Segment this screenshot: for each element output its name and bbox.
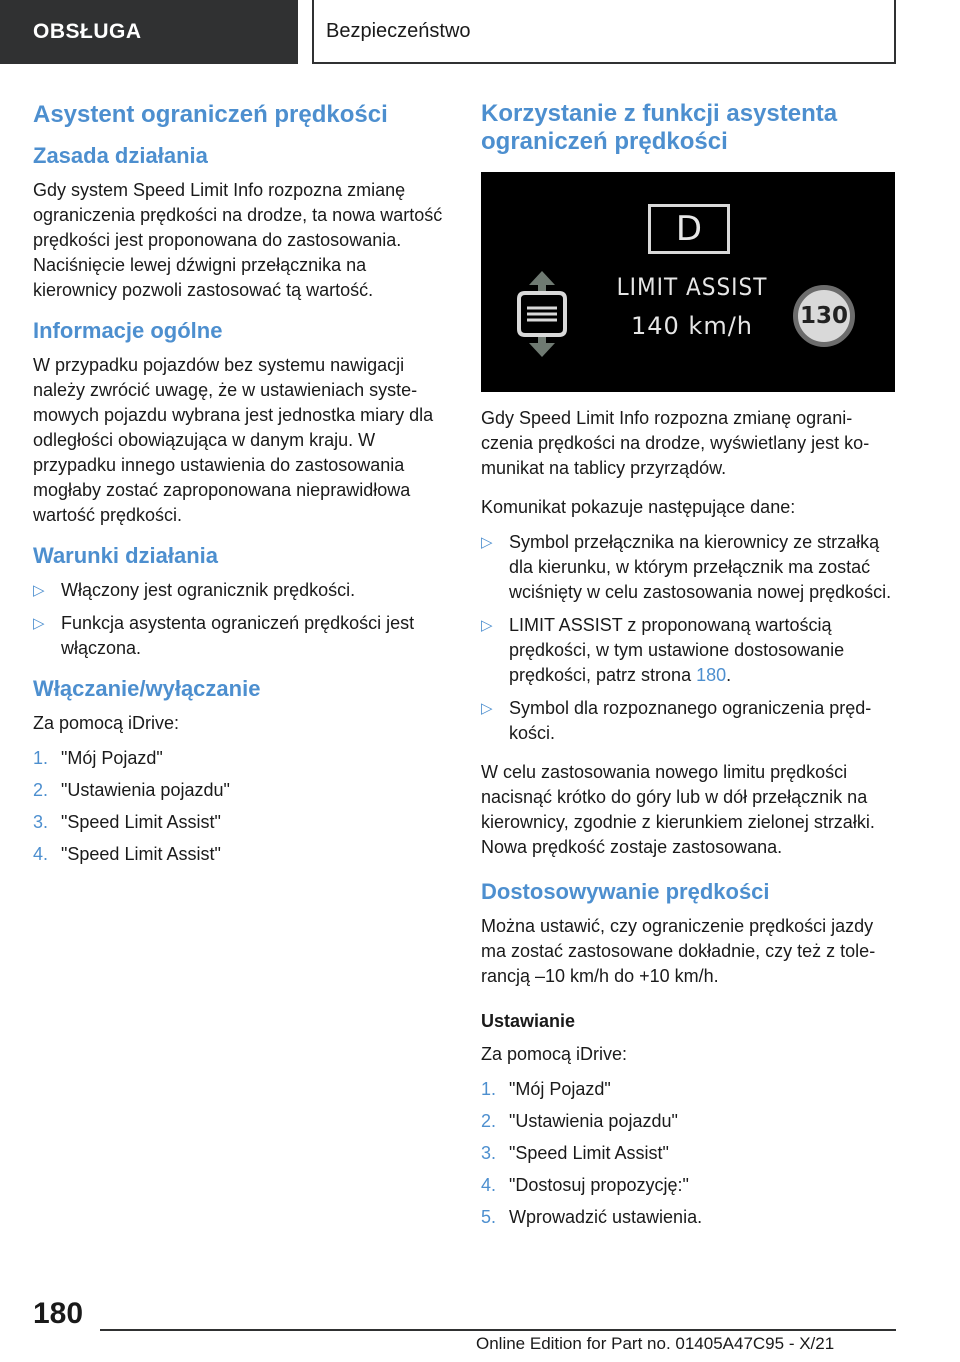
step-number: 4. <box>481 1175 497 1195</box>
chapter-label: OBSŁUGA <box>33 20 142 43</box>
section-adjust-speed <box>481 878 893 1230</box>
list-item <box>33 578 445 603</box>
heading-usage: Korzystanie z funkcji asystenta ograniczeń prędkości <box>481 100 838 155</box>
section-principle <box>33 142 445 303</box>
step-text: "Speed Limit Assist" <box>509 1143 669 1163</box>
page-reference-link[interactable]: 180 <box>696 665 727 685</box>
text-apply-limit: W celu zastosowania nowego limitu prędkości nacisnąć krótko do góry lub w dół przełącznik na kierownicy, zgodnie z kierunkiem zielonej strzałki. Nowa prędkość zostaje zastosowana. <box>481 762 875 857</box>
step-text: "Ustawienia pojazdu" <box>61 780 230 800</box>
list-item-text: LIMIT ASSIST z proponowaną wartością prędkości, w tym ustawione dostosowanie prędkości, patrz strona <box>509 615 845 685</box>
footer-divider <box>100 1329 896 1331</box>
text-display-info: Gdy Speed Limit Info rozpozna zmianę ograniczenia prędkości na drodze, wyświetlany jest komunikat na tablicy przyrządów. <box>481 408 870 478</box>
gear-label: D <box>675 209 703 249</box>
step-text: "Speed Limit Assist" <box>61 844 221 864</box>
list-item <box>481 530 893 605</box>
section-tab <box>312 0 896 64</box>
subheading-settings: Ustawianie <box>481 1011 576 1031</box>
text-general-info: W przypadku pojazdów bez systemu nawigacji należy zwrócić uwagę, że w ustawieniach systemowych pojazdu wybrana jest jednostka miary dla odległości obowiązująca w danym kraju. W przypadku innego ustawienia do zastosowania mogłaby zostać zaproponowana nieprawidłowa wartość prędkości. <box>33 355 434 525</box>
text-message-shows: Komunikat pokazuje następujące dane: <box>481 497 796 517</box>
step-item <box>481 1141 893 1166</box>
heading-general-info: Informacje ogólne <box>33 318 223 343</box>
triangle-bullet-icon: ▷ <box>33 615 45 632</box>
section-on-off <box>33 675 445 867</box>
step-item <box>481 1109 893 1134</box>
step-item <box>33 778 445 803</box>
step-item <box>33 810 445 835</box>
step-number: 1. <box>33 748 49 768</box>
settings-steps <box>481 1077 893 1230</box>
step-number: 3. <box>33 812 49 832</box>
triangle-bullet-icon: ▷ <box>33 582 45 599</box>
text-adjust-speed: Można ustawić, czy ograniczenie prędkości jazdy ma zostać zastosowane dokładnie, czy też z tolerancją –10 km/h do +10 km/h. <box>481 916 876 986</box>
speed-limit-value: 130 <box>799 303 848 329</box>
steering-switch-icon <box>513 269 571 359</box>
heading-on-off: Włączanie/wyłączanie <box>33 676 261 701</box>
list-item-text: Funkcja asystenta ograniczeń prędkości jest włączona. <box>61 613 415 658</box>
on-off-steps <box>33 746 445 867</box>
list-item-text: Symbol dla rozpoznanego ograniczenia prędkości. <box>509 698 872 743</box>
message-data-list <box>481 530 893 746</box>
list-item <box>33 611 445 661</box>
step-item <box>33 746 445 771</box>
edition-note: Online Edition for Part no. 01405A47C95 - X/21 <box>476 1334 835 1353</box>
triangle-bullet-icon: ▷ <box>481 700 493 717</box>
left-column <box>33 100 445 881</box>
step-text: Wprowadzić ustawienia. <box>509 1207 703 1227</box>
section-general-info <box>33 317 445 528</box>
conditions-list <box>33 578 445 661</box>
heading-conditions: Warunki działania <box>33 543 219 568</box>
list-item-text: Symbol przełącznika na kierownicy ze strzałką dla kierunku, w którym przełącznik ma zostać wciśnięty w celu zastosowania nowej prędkości. <box>509 532 892 602</box>
speed-limit-sign-icon <box>793 285 855 347</box>
list-item <box>481 696 893 746</box>
page-title: Asystent ograniczeń prędkości <box>33 101 388 128</box>
step-number: 1. <box>481 1079 497 1099</box>
text-idrive-intro: Za pomocą iDrive: <box>481 1044 628 1064</box>
step-text: "Mój Pojazd" <box>509 1079 611 1099</box>
step-text: "Dostosuj propozycję:" <box>509 1175 689 1195</box>
step-item <box>481 1173 893 1198</box>
step-number: 4. <box>33 844 49 864</box>
step-number: 3. <box>481 1143 497 1163</box>
list-item-text-end: . <box>726 665 732 685</box>
section-conditions <box>33 542 445 661</box>
right-column <box>481 100 893 1244</box>
instrument-display-image <box>481 172 895 392</box>
step-text: "Ustawienia pojazdu" <box>509 1111 678 1131</box>
triangle-bullet-icon: ▷ <box>481 617 493 634</box>
list-item <box>481 613 893 688</box>
text-principle: Gdy system Speed Limit Info rozpozna zmianę ograniczenia prędkości na drodze, ta nowa wartość prędkości jest proponowana do zastosowania. Naciśnięcie lewej dźwigni przełącznika na kierownicy pozwoli zastosować tą wartość. <box>33 180 443 300</box>
step-text: "Speed Limit Assist" <box>61 812 221 832</box>
step-item <box>481 1205 893 1230</box>
heading-principle: Zasada działania <box>33 143 208 168</box>
step-number: 2. <box>33 780 49 800</box>
chapter-tab <box>0 0 298 64</box>
step-number: 2. <box>481 1111 497 1131</box>
triangle-bullet-icon: ▷ <box>481 534 493 551</box>
step-item <box>33 842 445 867</box>
page-number: 180 <box>33 1297 84 1330</box>
step-number: 5. <box>481 1207 497 1227</box>
gear-indicator <box>648 204 730 254</box>
step-item <box>481 1077 893 1102</box>
limit-assist-label: LIMIT ASSIST <box>616 273 768 301</box>
heading-adjust-speed: Dostosowywanie prędkości <box>481 879 770 904</box>
list-item-text: Włączony jest ogranicznik prędkości. <box>61 580 356 600</box>
text-idrive-intro: Za pomocą iDrive: <box>33 713 180 733</box>
section-label: Bezpieczeństwo <box>326 19 471 42</box>
step-text: "Mój Pojazd" <box>61 748 163 768</box>
proposed-speed: 140 km/h <box>630 312 753 340</box>
